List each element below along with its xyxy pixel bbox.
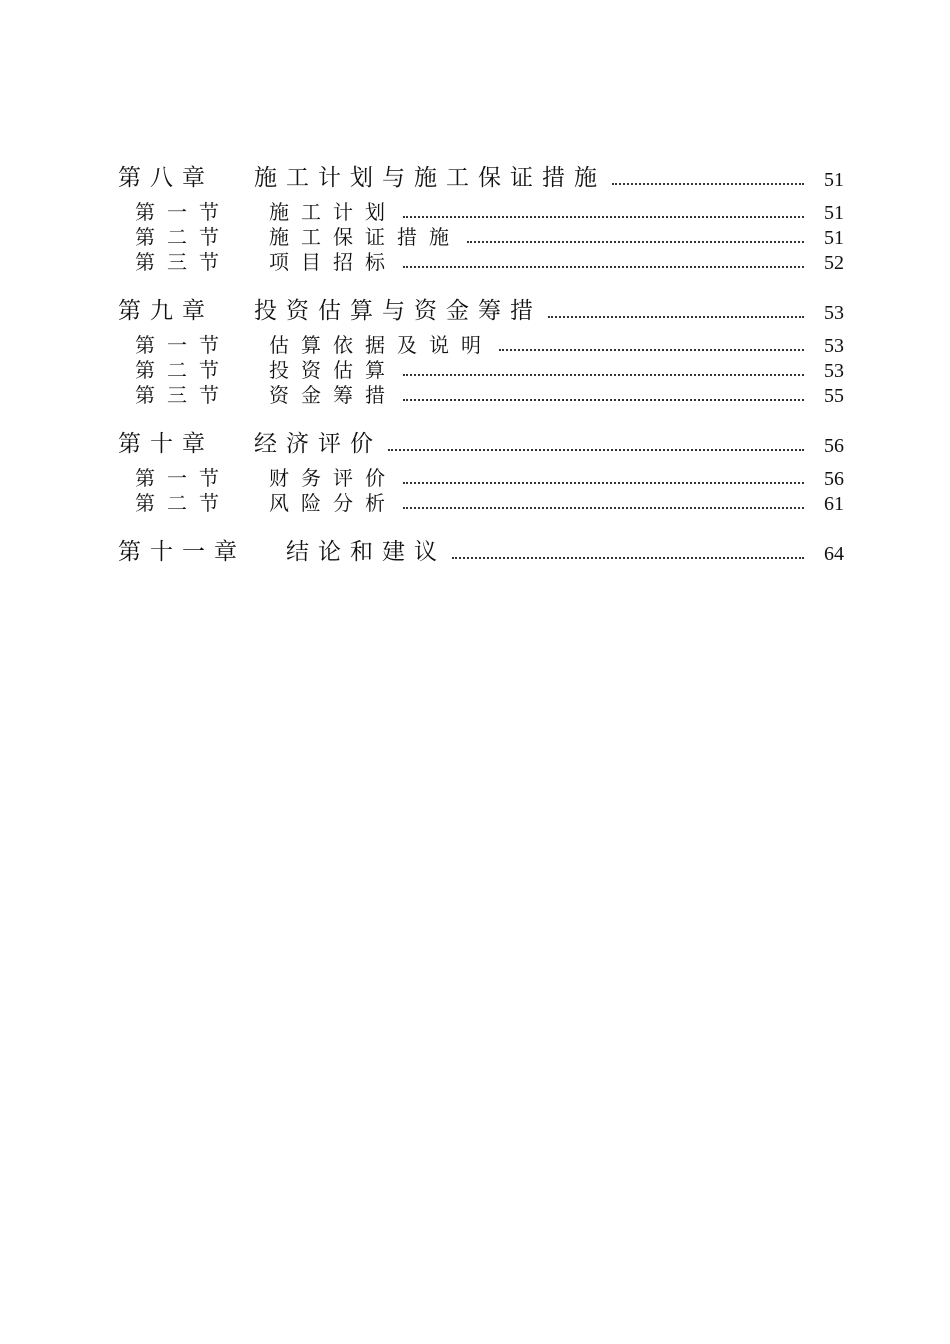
section-number: 第二节 bbox=[135, 358, 231, 382]
chapter-title: 结论和建议 bbox=[286, 539, 446, 565]
dot-leader bbox=[388, 448, 804, 451]
section-number: 第一节 bbox=[135, 200, 231, 224]
page-number: 55 bbox=[824, 385, 844, 407]
toc-section[interactable] bbox=[118, 491, 844, 516]
dot-leader bbox=[403, 373, 804, 376]
page-number: 53 bbox=[824, 302, 844, 324]
toc-chapter-8[interactable] bbox=[118, 152, 844, 192]
section-number: 第二节 bbox=[135, 225, 231, 249]
dot-leader bbox=[548, 315, 804, 318]
dot-leader bbox=[467, 240, 804, 243]
dot-leader bbox=[452, 556, 804, 559]
section-title: 财务评价 bbox=[269, 466, 397, 490]
page-number: 52 bbox=[824, 252, 844, 274]
section-list bbox=[118, 466, 844, 516]
section-title: 资金筹措 bbox=[269, 383, 397, 407]
chapter-title: 施工计划与施工保证措施 bbox=[254, 165, 606, 191]
section-number: 第一节 bbox=[135, 466, 231, 490]
page-number: 51 bbox=[824, 227, 844, 249]
section-title: 估算依据及说明 bbox=[269, 333, 493, 357]
toc-section[interactable] bbox=[118, 250, 844, 275]
table-of-contents bbox=[118, 152, 844, 574]
section-title: 项目招标 bbox=[269, 250, 397, 274]
toc-chapter-9[interactable] bbox=[118, 285, 844, 325]
section-title: 风险分析 bbox=[269, 491, 397, 515]
section-number: 第一节 bbox=[135, 333, 231, 357]
dot-leader bbox=[403, 481, 804, 484]
chapter-number: 第十章 bbox=[118, 431, 214, 457]
section-list bbox=[118, 333, 844, 408]
chapter-title: 投资估算与资金筹措 bbox=[254, 298, 542, 324]
chapter-title: 经济评价 bbox=[254, 431, 382, 457]
toc-chapter-10[interactable] bbox=[118, 418, 844, 458]
section-number: 第二节 bbox=[135, 491, 231, 515]
section-number: 第三节 bbox=[135, 383, 231, 407]
chapter-number: 第八章 bbox=[118, 165, 214, 191]
section-title: 施工保证措施 bbox=[269, 225, 461, 249]
toc-section[interactable] bbox=[118, 383, 844, 408]
section-title: 投资估算 bbox=[269, 358, 397, 382]
dot-leader bbox=[403, 265, 804, 268]
page-number: 51 bbox=[824, 169, 844, 191]
page-number: 61 bbox=[824, 493, 844, 515]
dot-leader bbox=[403, 215, 804, 218]
page-number: 51 bbox=[824, 202, 844, 224]
dot-leader bbox=[403, 398, 804, 401]
dot-leader bbox=[403, 506, 804, 509]
dot-leader bbox=[499, 348, 804, 351]
page-number: 56 bbox=[824, 468, 844, 490]
dot-leader bbox=[612, 182, 804, 185]
chapter-number: 第十一章 bbox=[118, 539, 246, 565]
page-number: 56 bbox=[824, 435, 844, 457]
section-title: 施工计划 bbox=[269, 200, 397, 224]
page-number: 53 bbox=[824, 335, 844, 357]
page-number: 53 bbox=[824, 360, 844, 382]
toc-chapter-11[interactable] bbox=[118, 526, 844, 566]
chapter-number: 第九章 bbox=[118, 298, 214, 324]
page-number: 64 bbox=[824, 543, 844, 565]
section-list bbox=[118, 200, 844, 275]
section-number: 第三节 bbox=[135, 250, 231, 274]
